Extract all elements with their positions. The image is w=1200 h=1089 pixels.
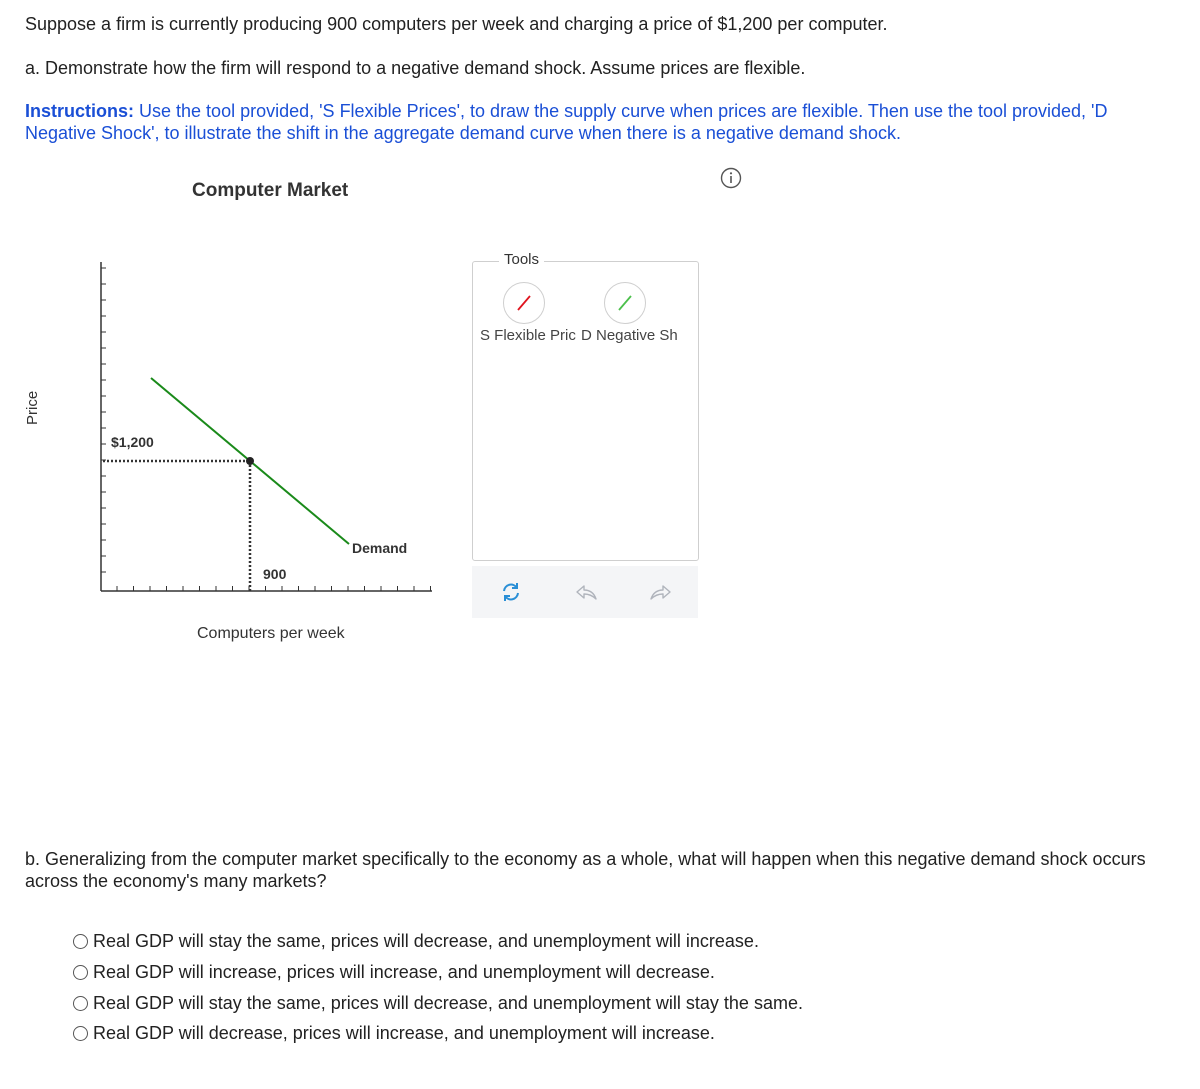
- question-part-a: a. Demonstrate how the firm will respond to a negative demand shock. Assume prices are flexible.: [25, 58, 806, 78]
- s-flexible-prices-tool-label[interactable]: S Flexible Pric: [480, 327, 576, 344]
- equilibrium-point[interactable]: [246, 457, 254, 465]
- undo-icon[interactable]: [573, 579, 599, 605]
- answer-option-label: Real GDP will decrease, prices will increase, and unemployment will increase.: [93, 1023, 715, 1043]
- info-icon[interactable]: [720, 167, 742, 189]
- radio-button[interactable]: [73, 965, 88, 980]
- demand-label: Demand: [352, 540, 408, 556]
- y-axis-label: Price: [24, 390, 41, 425]
- instructions-text: Use the tool provided, 'S Flexible Prices', to draw the supply curve when prices are flexible. Then use the tool provided, 'D Negative Shock', to illustrate the shift in the aggregate demand curve when there is a negative demand shock.: [25, 101, 1108, 143]
- s-flexible-prices-tool-button[interactable]: [503, 282, 545, 324]
- green-line-icon: [605, 283, 645, 323]
- red-line-icon: [504, 283, 544, 323]
- tools-legend: Tools: [499, 251, 544, 268]
- answer-option-4[interactable]: [73, 1023, 715, 1044]
- answer-option-1[interactable]: [73, 931, 759, 952]
- instructions-label: Instructions:: [25, 101, 135, 121]
- chart-title: Computer Market: [192, 180, 349, 201]
- reset-icon[interactable]: [498, 579, 524, 605]
- d-negative-shock-tool-button[interactable]: [604, 282, 646, 324]
- question-part-b: b. Generalizing from the computer market specifically to the economy as a whole, what will happen when this negative demand shock occurs across the economy's many markets?: [25, 849, 1146, 891]
- radio-button[interactable]: [73, 934, 88, 949]
- radio-button[interactable]: [73, 996, 88, 1011]
- answer-option-3[interactable]: [73, 993, 803, 1014]
- answer-option-label: Real GDP will stay the same, prices will decrease, and unemployment will stay the same.: [93, 993, 803, 1013]
- action-bar: [472, 566, 698, 618]
- answer-option-label: Real GDP will stay the same, prices will decrease, and unemployment will increase.: [93, 931, 759, 951]
- redo-icon[interactable]: [648, 579, 674, 605]
- x-axis-label: Computers per week: [197, 625, 345, 642]
- quantity-label: 900: [263, 566, 287, 582]
- d-negative-shock-tool-label[interactable]: D Negative Sh: [581, 327, 678, 344]
- price-label: $1,200: [111, 434, 154, 450]
- question-intro: Suppose a firm is currently producing 900 computers per week and charging a price of $1,200 per computer.: [25, 14, 888, 34]
- graph-area[interactable]: [0, 0, 460, 600]
- radio-button[interactable]: [73, 1026, 88, 1041]
- answer-option-label: Real GDP will increase, prices will increase, and unemployment will decrease.: [93, 962, 715, 982]
- answer-option-2[interactable]: [73, 962, 715, 983]
